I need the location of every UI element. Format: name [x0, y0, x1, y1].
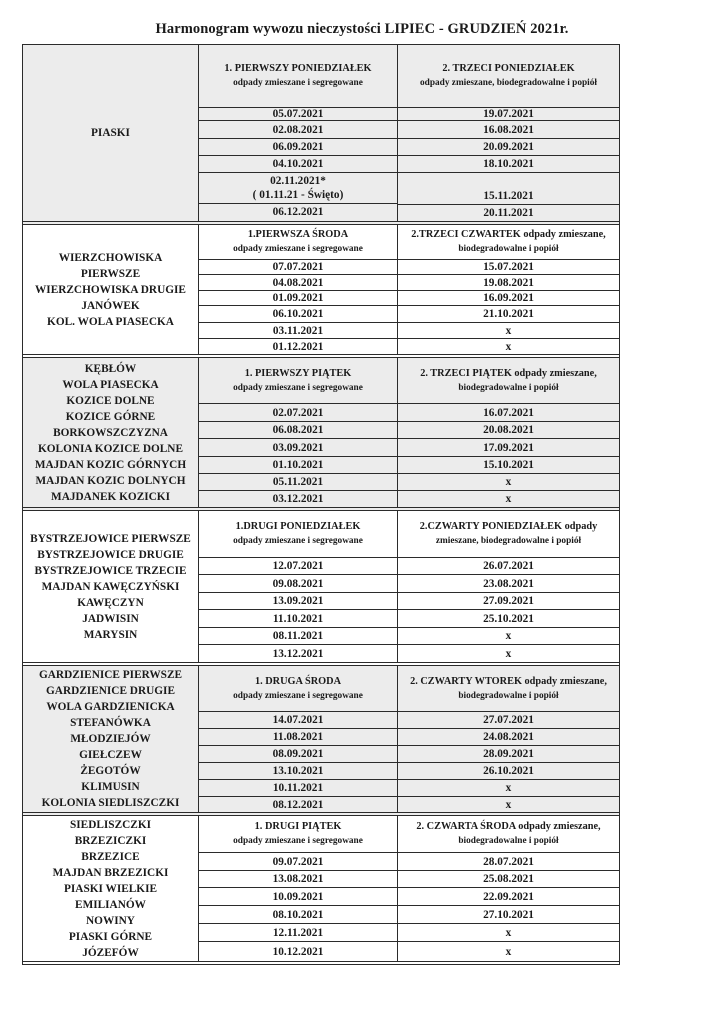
date-value: 11.08.2021 — [272, 731, 324, 743]
location-name: JÓZEFÓW — [82, 946, 139, 959]
waste-type-label: biodegradowalne i popiół — [458, 690, 559, 701]
location-name: BRZEZICE — [81, 850, 140, 863]
date-value: x — [505, 945, 512, 958]
locations-cell — [23, 358, 199, 507]
date-value: 03.09.2021 — [272, 441, 324, 454]
date-value: 15.07.2021 — [483, 261, 534, 273]
location-name: PIASKI — [91, 127, 130, 139]
date-value: 08.12.2021 — [272, 798, 324, 811]
date-cell — [199, 853, 397, 871]
date-cell — [199, 156, 397, 173]
location-name: WOLA GARDZIENICKA — [46, 701, 175, 713]
column-header — [199, 666, 397, 712]
location-name: BYSTRZEJOWICE DRUGIE — [37, 548, 184, 561]
date-cell — [398, 108, 619, 121]
date-cell — [199, 260, 397, 275]
date-cell — [398, 439, 619, 457]
date-cell — [398, 942, 619, 961]
date-cell — [398, 205, 619, 221]
date-value: x — [505, 798, 512, 811]
date-cell — [199, 712, 397, 729]
date-cell — [199, 108, 397, 121]
date-value: 03.12.2021 — [272, 493, 324, 505]
date-value: 06.09.2021 — [272, 141, 324, 153]
date-value: 27.10.2021 — [483, 908, 534, 921]
date-cell — [199, 645, 397, 662]
date-value: 15.10.2021 — [483, 459, 534, 471]
date-cell — [199, 339, 397, 354]
column-header — [199, 816, 397, 853]
location-name: GARDZIENICE PIERWSZE — [38, 669, 183, 681]
bio-ash-column — [398, 225, 619, 354]
date-cell — [199, 628, 397, 645]
date-cell — [398, 888, 619, 906]
location-name: BYSTRZEJOWICE PIERWSZE — [30, 532, 191, 545]
date-value: 05.11.2021 — [272, 476, 324, 488]
column-header — [398, 45, 619, 108]
date-cell — [199, 924, 397, 942]
date-cell — [199, 323, 397, 339]
date-cell — [199, 139, 397, 156]
date-value: 02.11.2021* — [270, 175, 326, 187]
date-value: 13.10.2021 — [272, 765, 324, 777]
date-value: 12.11.2021 — [272, 926, 324, 939]
location-name: WOLA PIASECKA — [62, 378, 159, 391]
location-name: NOWINY — [86, 914, 135, 927]
date-cell — [398, 712, 619, 729]
location-name: SIEDLISZCZKI — [70, 818, 151, 831]
date-value: 23.08.2021 — [483, 577, 534, 590]
mixed-segregated-column — [199, 511, 398, 662]
document-title: Harmonogram wywozu nieczystości LIPIEC - GRUDZIEŃ 2021r. — [155, 21, 569, 37]
date-value: 01.10.2021 — [272, 459, 324, 471]
schedule-section — [23, 45, 619, 225]
date-value: x — [505, 782, 512, 794]
date-cell — [199, 888, 397, 906]
bio-ash-column — [398, 45, 619, 221]
date-value: 13.12.2021 — [272, 647, 324, 660]
date-value: x — [505, 340, 512, 353]
location-name: KĘBŁÓW — [84, 362, 137, 375]
date-value: 14.07.2021 — [272, 714, 324, 726]
locations-cell — [23, 666, 199, 812]
date-value: 12.07.2021 — [272, 560, 324, 572]
location-name: KOZICE GÓRNE — [65, 410, 156, 423]
bio-ash-column — [398, 666, 619, 812]
date-value: 10.09.2021 — [272, 890, 324, 903]
date-cell — [199, 439, 397, 457]
collection-day-label: 2.TRZECI CZWARTEK odpady zmieszane, — [411, 229, 606, 240]
date-value: x — [505, 647, 512, 660]
waste-type-label: odpady zmieszane i segregowane — [233, 78, 363, 88]
collection-day-label: 1. PIERWSZY PIĄTEK — [244, 367, 352, 379]
collection-day-label: 2.CZWARTY PONIEDZIAŁEK odpady — [419, 521, 598, 532]
date-value: 09.07.2021 — [272, 855, 324, 868]
location-name: BYSTRZEJOWICE TRZECIE — [34, 564, 187, 577]
date-value: 18.10.2021 — [483, 158, 534, 170]
date-value: x — [505, 324, 512, 337]
collection-day-label: 2. CZWARTY WTOREK odpady zmieszane, — [410, 675, 607, 687]
date-cell — [398, 558, 619, 575]
date-value: 13.08.2021 — [272, 873, 324, 885]
date-value: 08.10.2021 — [272, 908, 324, 921]
waste-type-label: odpady zmieszane i segregowane — [233, 690, 363, 701]
date-cell — [199, 204, 397, 220]
column-header — [398, 511, 619, 558]
date-cell — [199, 275, 397, 291]
column-header — [199, 45, 397, 108]
date-cell — [199, 173, 397, 204]
locations-cell — [23, 45, 199, 221]
date-cell — [398, 575, 619, 593]
date-cell — [398, 323, 619, 339]
date-value: 24.08.2021 — [483, 731, 534, 743]
location-name: MARYSIN — [83, 628, 138, 641]
date-value: 19.07.2021 — [483, 108, 534, 120]
date-cell — [398, 628, 619, 645]
date-cell — [199, 763, 397, 780]
waste-type-label: zmieszane, biodegradowalne i popiół — [435, 536, 582, 546]
date-cell — [199, 906, 397, 924]
date-value: 10.11.2021 — [272, 782, 324, 794]
date-cell — [398, 729, 619, 746]
collection-day-label: 1.PIERWSZA ŚRODA — [247, 229, 349, 240]
date-value: 13.09.2021 — [272, 595, 324, 607]
location-name: STEFANÓWKA — [70, 717, 151, 729]
date-cell — [199, 729, 397, 746]
date-value: 25.08.2021 — [483, 873, 534, 885]
date-value: 01.09.2021 — [272, 292, 324, 304]
location-name: ŻEGOTÓW — [80, 765, 141, 777]
column-header — [398, 816, 619, 853]
date-cell — [398, 260, 619, 275]
collection-day-label: 1. DRUGI PIĄTEK — [254, 821, 342, 832]
date-cell — [199, 404, 397, 422]
bio-ash-column — [398, 511, 619, 662]
locations-cell — [23, 225, 199, 354]
date-value: 26.07.2021 — [483, 560, 534, 572]
date-value: 09.08.2021 — [272, 577, 324, 590]
date-cell — [199, 422, 397, 439]
holiday-note: ( 01.11.21 - Święto) — [252, 189, 344, 201]
collection-day-label: 1.DRUGI PONIEDZIAŁEK — [235, 521, 361, 532]
date-value: 06.12.2021 — [272, 206, 324, 218]
waste-type-label: biodegradowalne i popiół — [458, 244, 559, 254]
waste-type-label: biodegradowalne i popiół — [458, 836, 559, 846]
date-value: 06.10.2021 — [272, 308, 324, 320]
date-value: 10.12.2021 — [272, 945, 324, 958]
column-header — [199, 225, 397, 260]
date-cell — [199, 575, 397, 593]
schedule-section — [23, 225, 619, 358]
date-cell — [398, 797, 619, 812]
date-cell — [398, 593, 619, 610]
date-cell — [398, 121, 619, 139]
date-value: x — [505, 926, 512, 939]
location-name: GIEŁCZEW — [79, 749, 142, 761]
date-cell — [199, 593, 397, 610]
date-cell — [199, 121, 397, 139]
date-cell — [199, 746, 397, 763]
date-cell — [398, 491, 619, 507]
date-cell — [398, 173, 619, 205]
date-cell — [398, 457, 619, 474]
date-cell — [199, 780, 397, 797]
date-cell — [398, 906, 619, 924]
location-name: JANÓWEK — [81, 299, 140, 312]
date-value: 16.07.2021 — [483, 406, 534, 419]
location-name: WIERZCHOWISKA — [58, 251, 163, 264]
date-cell — [398, 853, 619, 871]
date-value: 26.10.2021 — [483, 765, 534, 777]
location-name: PIERWSZE — [80, 267, 141, 280]
date-value: 06.08.2021 — [272, 424, 324, 436]
date-cell — [199, 457, 397, 474]
date-cell — [398, 924, 619, 942]
waste-type-label: biodegradowalne i popiół — [458, 382, 559, 393]
schedule-section — [23, 666, 619, 816]
date-value: 25.10.2021 — [483, 612, 534, 625]
date-cell — [199, 871, 397, 888]
date-cell — [398, 306, 619, 323]
schedule-section — [23, 816, 619, 965]
date-cell — [398, 404, 619, 422]
location-name: KOLONIA KOZICE DOLNE — [37, 442, 183, 455]
collection-day-label: 2. CZWARTA ŚRODA odpady zmieszane, — [416, 821, 601, 832]
date-cell — [199, 491, 397, 507]
date-value: 08.11.2021 — [272, 630, 324, 642]
location-name: PIASKI WIELKIE — [63, 882, 158, 895]
date-value: x — [505, 630, 512, 642]
date-value: 27.07.2021 — [483, 714, 534, 726]
date-cell — [398, 746, 619, 763]
date-cell — [398, 339, 619, 354]
location-name: BRZEZICZKI — [74, 834, 147, 847]
date-cell — [199, 306, 397, 323]
waste-type-label: odpady zmieszane i segregowane — [233, 244, 363, 254]
date-value: 02.08.2021 — [272, 123, 324, 136]
date-value: 04.10.2021 — [272, 158, 324, 170]
date-cell — [398, 422, 619, 439]
date-value: 05.07.2021 — [272, 108, 324, 120]
location-name: MAJDAN KAWĘCZYŃSKI — [41, 580, 180, 593]
location-name: KOZICE DOLNE — [66, 394, 155, 407]
date-cell — [199, 291, 397, 306]
waste-type-label: odpady zmieszane i segregowane — [233, 836, 363, 846]
date-cell — [398, 780, 619, 797]
location-name: EMILIANÓW — [75, 898, 146, 911]
schedule-section — [23, 511, 619, 666]
date-value: 28.09.2021 — [483, 748, 534, 760]
date-value: 16.08.2021 — [483, 123, 534, 136]
column-header — [398, 225, 619, 260]
bio-ash-column — [398, 358, 619, 507]
date-value: x — [505, 476, 512, 488]
date-value: 03.11.2021 — [272, 324, 324, 337]
location-name: WIERZCHOWISKA DRUGIE — [35, 283, 186, 296]
date-value: 20.11.2021 — [483, 207, 534, 219]
date-value: 27.09.2021 — [483, 595, 534, 607]
column-header — [199, 358, 397, 404]
collection-day-label: 1. DRUGA ŚRODA — [254, 675, 342, 687]
date-cell — [398, 610, 619, 628]
date-value: 28.07.2021 — [483, 855, 534, 868]
date-value: 20.09.2021 — [483, 141, 534, 153]
date-cell — [398, 275, 619, 291]
location-name: KAWĘCZYN — [77, 596, 144, 609]
schedule-section — [23, 358, 619, 511]
location-name: KLIMUSIN — [81, 781, 140, 793]
location-name: MAJDAN BRZEZICKI — [52, 866, 169, 879]
location-name: MAJDAN KOZIC DOLNYCH — [35, 474, 186, 487]
collection-day-label: 2. TRZECI PONIEDZIAŁEK — [442, 63, 575, 74]
location-name: MŁODZIEJÓW — [70, 733, 151, 745]
date-value: 11.10.2021 — [272, 612, 324, 625]
date-value: 20.08.2021 — [483, 424, 534, 436]
date-cell — [398, 139, 619, 156]
date-cell — [398, 291, 619, 306]
location-name: KOL. WOLA PIASECKA — [47, 315, 174, 328]
date-value: 01.12.2021 — [272, 340, 324, 353]
location-name: JADWISIN — [82, 612, 139, 625]
mixed-segregated-column — [199, 45, 398, 221]
date-cell — [398, 763, 619, 780]
location-name: MAJDAN KOZIC GÓRNYCH — [34, 458, 187, 471]
date-value: x — [505, 493, 512, 505]
date-cell — [199, 558, 397, 575]
date-cell — [199, 942, 397, 961]
date-cell — [398, 871, 619, 888]
schedule-table — [22, 44, 620, 965]
waste-type-label: odpady zmieszane i segregowane — [233, 536, 363, 546]
date-value: 08.09.2021 — [272, 748, 324, 760]
date-value: 17.09.2021 — [483, 441, 534, 454]
date-cell — [398, 156, 619, 173]
location-name: GARDZIENICE DRUGIE — [46, 685, 175, 697]
locations-cell — [23, 511, 199, 662]
location-name: PIASKI GÓRNE — [68, 930, 153, 943]
location-name: BORKOWSZCZYZNA — [53, 426, 168, 439]
collection-day-label: 1. PIERWSZY PONIEDZIAŁEK — [224, 63, 372, 74]
column-header — [398, 358, 619, 404]
date-value: 07.07.2021 — [272, 261, 324, 273]
mixed-segregated-column — [199, 225, 398, 354]
location-name: MAJDANEK KOZICKI — [51, 490, 170, 503]
waste-type-label: odpady zmieszane, biodegradowalne i popiół — [420, 78, 597, 88]
bio-ash-column — [398, 816, 619, 961]
date-value: 21.10.2021 — [483, 308, 534, 320]
date-cell — [398, 474, 619, 491]
date-cell — [199, 610, 397, 628]
date-cell — [199, 474, 397, 491]
date-cell — [398, 645, 619, 662]
collection-day-label: 2. TRZECI PIĄTEK odpady zmieszane, — [420, 367, 597, 379]
column-header — [398, 666, 619, 712]
location-name: KOLONIA SIEDLISZCZKI — [41, 797, 180, 809]
date-value: 19.08.2021 — [483, 276, 534, 289]
date-value: 15.11.2021 — [483, 190, 534, 202]
mixed-segregated-column — [199, 358, 398, 507]
date-value: 04.08.2021 — [272, 276, 324, 289]
waste-type-label: odpady zmieszane i segregowane — [233, 382, 363, 393]
locations-cell — [23, 816, 199, 961]
date-value: 16.09.2021 — [483, 292, 534, 304]
mixed-segregated-column — [199, 816, 398, 961]
mixed-segregated-column — [199, 666, 398, 812]
date-value: 22.09.2021 — [483, 890, 534, 903]
column-header — [199, 511, 397, 558]
date-value: 02.07.2021 — [272, 406, 324, 419]
date-cell — [199, 797, 397, 812]
